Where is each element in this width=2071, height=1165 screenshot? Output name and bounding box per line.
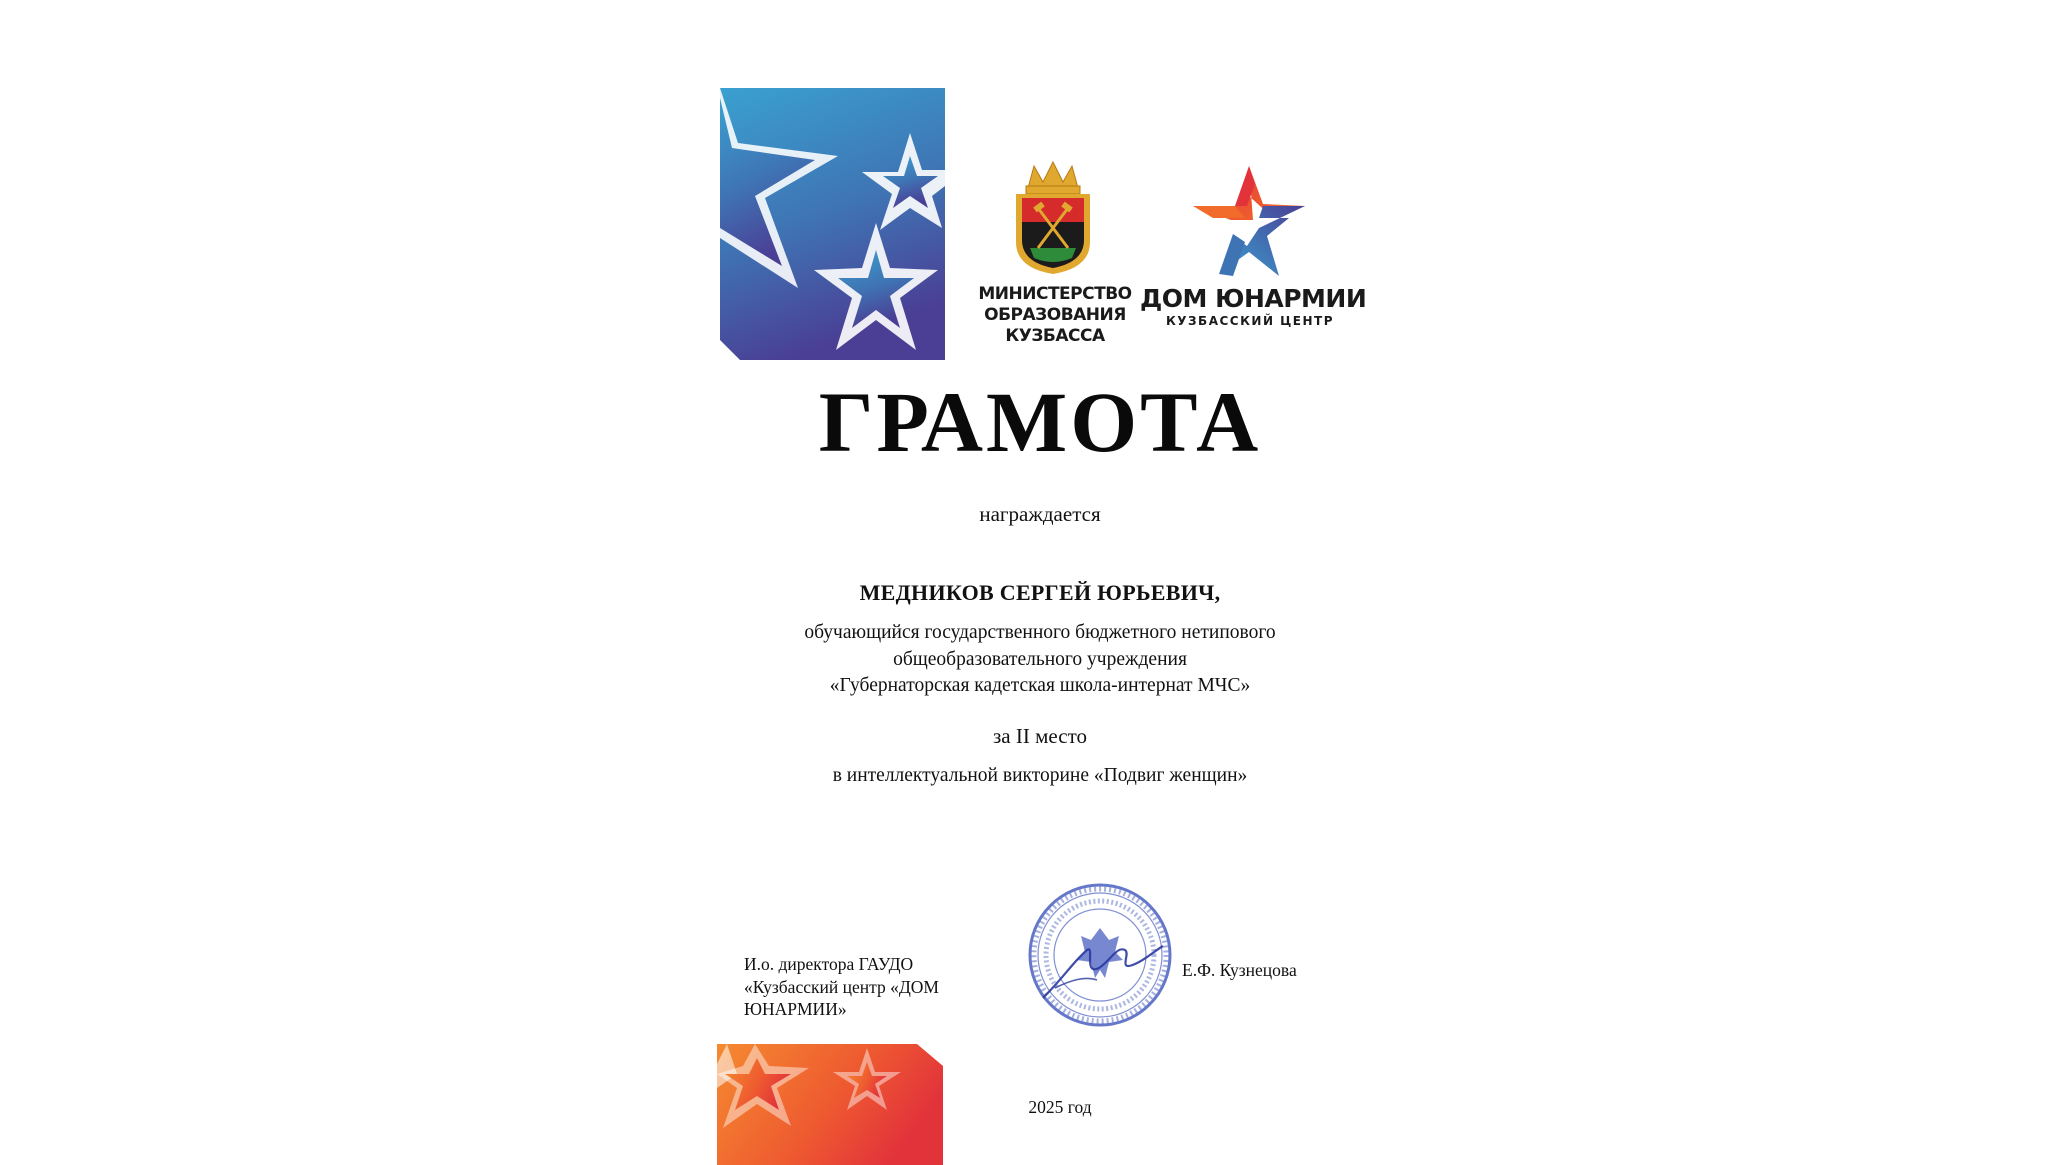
- signer-title-line-2: «Кузбасский центр «ДОМ: [744, 976, 939, 997]
- issue-year: 2025 год: [1028, 1097, 1092, 1117]
- recipient-name: МЕДНИКОВ СЕРГЕЙ ЮРЬЕВИЧ,: [859, 580, 1221, 605]
- signer-title: [744, 953, 984, 1021]
- certificate-title: ГРАМОТА: [818, 374, 1262, 470]
- decorative-orange-star-block: [717, 1044, 943, 1165]
- signer-title-line-3: ЮНАРМИИ»: [744, 999, 847, 1019]
- yunarmy-subtitle: КУЗБАССКИЙ ЦЕНТР: [1165, 314, 1335, 328]
- official-seal-stamp-icon: [1025, 880, 1175, 1030]
- signer-name: Е.Ф. Кузнецова: [1182, 960, 1297, 980]
- decorative-blue-star-block: [720, 88, 945, 360]
- yunarmy-star-icon: [1193, 166, 1305, 276]
- institution-line-3: «Губернаторская кадетская школа-интернат МЧС»: [829, 675, 1251, 696]
- ministry-name: [975, 284, 1135, 347]
- signer-title-line-1: И.о. директора ГАУДО: [744, 954, 914, 974]
- yunarmy-title: ДОМ ЮНАРМИИ: [1140, 284, 1367, 313]
- ministry-name-line-2: ОБРАЗОВАНИЯ: [984, 305, 1126, 325]
- institution-line-1: обучающийся государственного бюджетного нетипового: [804, 622, 1276, 643]
- award-place: за II место: [993, 724, 1087, 748]
- ministry-name-line-3: КУЗБАССА: [1005, 326, 1105, 346]
- ministry-name-line-1: МИНИСТЕРСТВО: [978, 284, 1132, 304]
- event-name: в интеллектуальной викторине «Подвиг женщин»: [832, 765, 1248, 786]
- awarded-text: награждается: [979, 502, 1101, 526]
- kuzbass-coat-of-arms-icon: [1010, 160, 1096, 276]
- institution-description: [660, 620, 1420, 700]
- institution-line-2: общеобразовательного учреждения: [893, 648, 1187, 670]
